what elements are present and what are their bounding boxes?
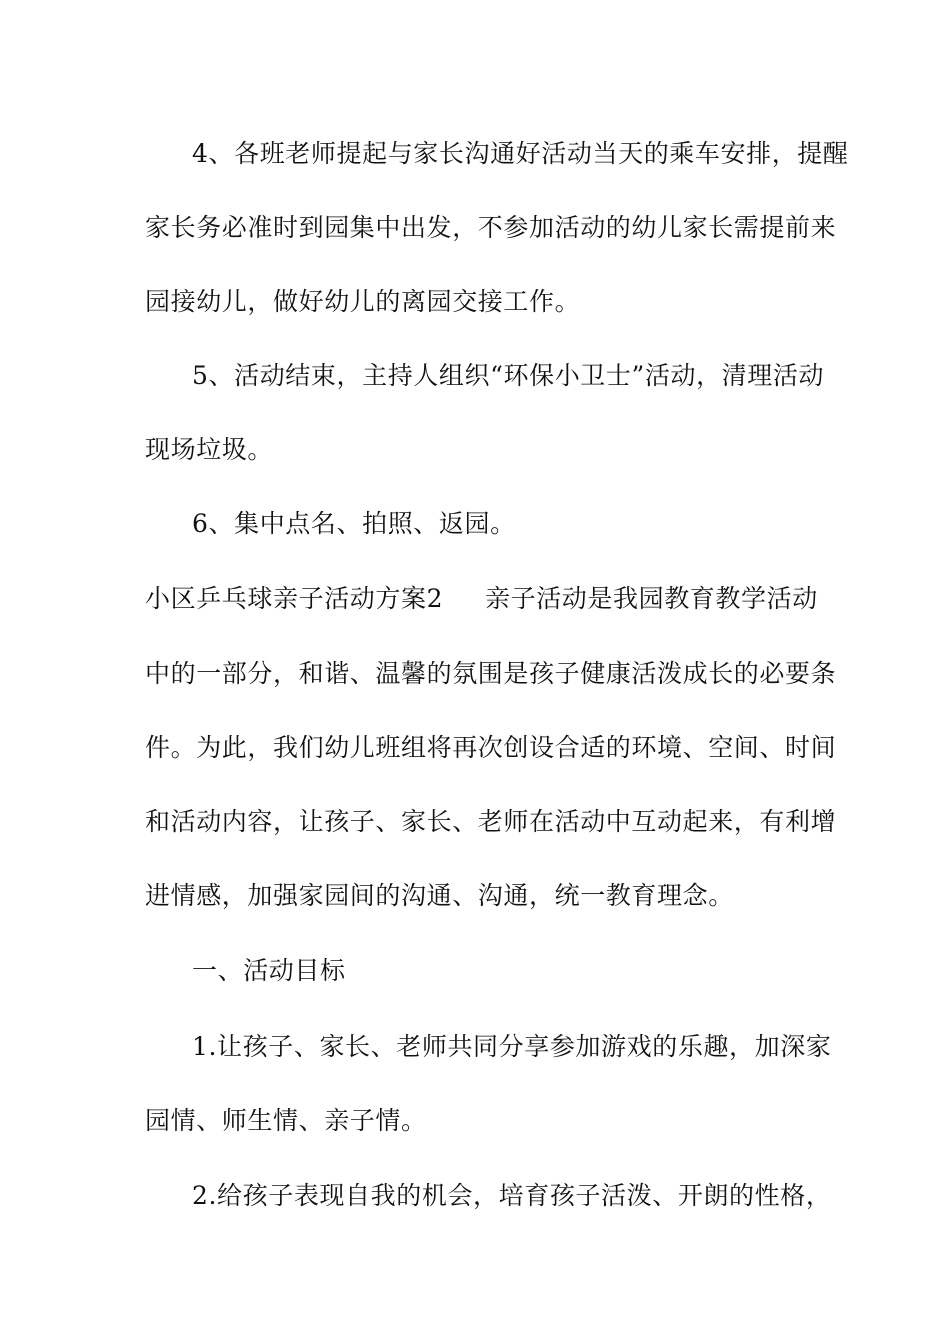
intro-paragraph-line-3: 件。为此，我们幼儿班组将再次创设合适的环境、空间、时间 [145,733,837,762]
objective-1-line-1: 1.让孩子、家长、老师共同分享参加游戏的乐趣，加深家 [192,1032,832,1061]
intro-paragraph-line-4: 和活动内容，让孩子、家长、老师在活动中互动起来，有利增 [145,807,837,836]
objective-1-line-2: 园情、师生情、亲子情。 [145,1106,427,1135]
paragraph-4-line-3: 园接幼儿，做好幼儿的离园交接工作。 [145,287,581,316]
paragraph-4-line-1: 4、各班老师提起与家长沟通好活动当天的乘车安排，提醒 [192,139,849,168]
paragraph-5-line-2: 现场垃圾。 [145,435,274,464]
intro-paragraph-line-5: 进情感，加强家园间的沟通、沟通，统一教育理念。 [145,881,734,910]
section-intro: 亲子活动是我园教育教学活动 [485,584,818,613]
intro-paragraph-line-2: 中的一部分，和谐、温馨的氛围是孩子健康活泼成长的必要条 [145,659,837,688]
paragraph-6-line-1: 6、集中点名、拍照、返园。 [192,509,516,538]
section-title: 小区乒乓球亲子活动方案2 [145,584,444,613]
paragraph-4-line-2: 家长务必准时到园集中出发，不参加活动的幼儿家长需提前来 [145,213,837,242]
section-heading-line [145,583,818,615]
objective-2-line-1: 2.给孩子表现自我的机会，培育孩子活泼、开朗的性格， [192,1181,832,1210]
paragraph-5-line-1: 5、活动结束，主持人组织“环保小卫士”活动，清理活动 [192,361,825,390]
objectives-heading: 一、活动目标 [192,956,346,985]
